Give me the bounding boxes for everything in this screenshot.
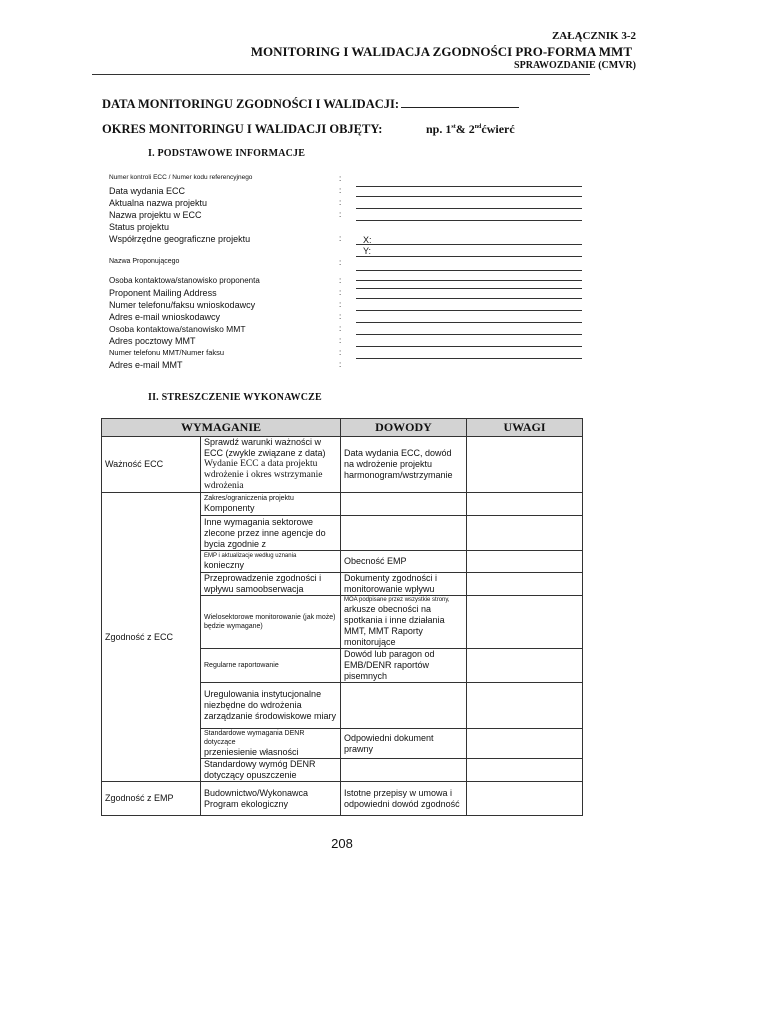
- coordinate-y-label: Y:: [363, 246, 372, 256]
- evidence-text: Obecność EMP: [344, 556, 407, 566]
- evidence-cell: [341, 683, 467, 729]
- info-label: Data wydania ECC: [109, 186, 186, 196]
- info-colon: :: [339, 234, 342, 243]
- requirement-detail: [201, 573, 341, 596]
- evidence-cell: [341, 649, 467, 683]
- requirement-text-continued: Komponenty: [204, 503, 255, 513]
- annex-label: ZAŁĄCZNIK 3-2: [551, 30, 636, 42]
- info-input-line[interactable]: [356, 246, 582, 257]
- monitoring-period-example: np. 1st& 2ndćwierć: [426, 122, 515, 136]
- requirement-detail: [201, 729, 341, 759]
- compliance-table: [101, 418, 583, 816]
- evidence-text: arkusze obecności na spotkania i inne działania MMT, MMT Raporty monitorujące: [344, 604, 445, 647]
- requirement-detail: [201, 493, 341, 516]
- requirement-detail: [201, 683, 341, 729]
- evidence-text: Data wydania ECC, dowód na wdrożenie projektu harmonogram/wstrzymanie: [344, 448, 453, 480]
- info-label: Numer telefonu MMT/Numer faksu: [109, 348, 225, 357]
- info-colon: :: [339, 276, 342, 285]
- table-row: [102, 493, 583, 516]
- remarks-cell[interactable]: [467, 649, 583, 683]
- header-requirement: WYMAGANIE: [102, 419, 341, 437]
- info-label: Adres e-mail MMT: [109, 360, 183, 370]
- requirement-text: Inne wymagania sektorowe zlecone przez inne agencje do bycia zgodnie z: [204, 516, 326, 549]
- info-colon: :: [339, 288, 342, 297]
- evidence-cell: [341, 493, 467, 516]
- coordinate-x-label: X:: [363, 235, 372, 245]
- remarks-cell[interactable]: [467, 516, 583, 551]
- requirement-text: Standardowy wymóg DENR dotyczący opuszczenie: [204, 759, 316, 780]
- info-input-line[interactable]: [356, 186, 582, 197]
- evidence-cell: [341, 596, 467, 649]
- info-colon: :: [339, 210, 342, 219]
- info-label: Osoba kontaktowa/stanowisko proponenta: [109, 276, 260, 285]
- requirement-text-continued: konieczny: [204, 560, 245, 570]
- info-label: Status projektu: [109, 222, 170, 232]
- info-label: Adres e-mail wnioskodawcy: [109, 312, 221, 322]
- remarks-cell[interactable]: [467, 573, 583, 596]
- info-label: Osoba kontaktowa/stanowisko MMT: [109, 324, 246, 334]
- evidence-text-small: MOA podpisane przez wszystkie strony,: [344, 597, 450, 603]
- evidence-text: Istotne przepisy w umowa i odpowiedni dowód zgodność: [344, 787, 460, 809]
- requirement-text: Standardowe wymagania DENR dotyczące: [204, 730, 305, 746]
- section-basic-info-title: I. PODSTAWOWE INFORMACJE: [148, 148, 306, 159]
- info-colon: :: [339, 312, 342, 321]
- info-input-line[interactable]: [356, 348, 582, 359]
- requirement-text: Wielosektorowe monitorowanie (jak może) będzie wymagane): [204, 614, 336, 630]
- info-colon: :: [339, 336, 342, 345]
- requirement-detail: [201, 437, 341, 493]
- info-colon: :: [339, 186, 342, 195]
- requirement-text: Regularne raportowanie: [204, 662, 279, 669]
- info-input-line[interactable]: [356, 312, 582, 323]
- evidence-cell: [341, 573, 467, 596]
- remarks-cell[interactable]: [467, 493, 583, 516]
- info-label: Współrzędne geograficzne projektu: [109, 234, 251, 244]
- table-row: [102, 437, 583, 493]
- table-header-row: [102, 419, 583, 437]
- info-input-line[interactable]: [356, 210, 582, 221]
- info-input-line[interactable]: [356, 288, 582, 299]
- requirement-text: Budownictwo/Wykonawca Program ekologiczny: [204, 787, 308, 809]
- requirement-detail: [201, 759, 341, 782]
- info-input-line[interactable]: [356, 198, 582, 209]
- info-colon: :: [339, 300, 342, 309]
- info-label: Adres pocztowy MMT: [109, 336, 196, 346]
- remarks-cell[interactable]: [467, 596, 583, 649]
- requirement-detail: [201, 516, 341, 551]
- info-colon: :: [339, 258, 342, 267]
- info-label: Nazwa projektu w ECC: [109, 210, 202, 220]
- page-number: 208: [331, 836, 353, 851]
- evidence-cell: [341, 729, 467, 759]
- document-title: MONITORING I WALIDACJA ZGODNOŚCI PRO-FORMA MMT: [250, 44, 632, 59]
- remarks-cell[interactable]: [467, 437, 583, 493]
- remarks-cell[interactable]: [467, 759, 583, 782]
- remarks-cell[interactable]: [467, 729, 583, 759]
- requirement-category: Zgodność z EMP: [102, 782, 201, 816]
- requirement-category: Zgodność z ECC: [102, 493, 201, 782]
- info-input-line[interactable]: [356, 300, 582, 311]
- header-remarks: UWAGI: [467, 419, 583, 437]
- document-subtitle: SPRAWOZDANIE (CMVR): [514, 60, 636, 71]
- header-divider: [92, 74, 590, 75]
- requirement-text: EMP i aktualizacje według uznania: [204, 553, 297, 559]
- evidence-cell: [341, 516, 467, 551]
- evidence-text: Odpowiedni dokument prawny: [344, 732, 434, 754]
- info-label: Nazwa Proponującego: [109, 258, 180, 265]
- monitoring-period-label: OKRES MONITORINGU I WALIDACJI OBJĘTY:: [102, 122, 383, 136]
- monitoring-date-label: DATA MONITORINGU ZGODNOŚCI I WALIDACJI:: [102, 97, 400, 111]
- requirement-detail: [201, 596, 341, 649]
- evidence-cell: [341, 759, 467, 782]
- requirement-text: Uregulowania instytucjonalne niezbędne do wdrożenia zarządzanie środowiskowe miary: [204, 689, 337, 721]
- info-colon: :: [339, 360, 342, 369]
- info-colon: :: [339, 174, 342, 183]
- requirement-text: Zakres/ograniczenia projektu: [204, 495, 294, 502]
- evidence-cell: [341, 551, 467, 573]
- monitoring-date-line: [102, 95, 519, 112]
- info-input-line[interactable]: [356, 234, 582, 245]
- remarks-cell[interactable]: [467, 782, 583, 816]
- requirement-text-continued: Wydanie ECC a data projektu wdrożenie i okres wstrzymanie wdrożenia: [204, 459, 323, 491]
- info-colon: :: [339, 198, 342, 207]
- remarks-cell[interactable]: [467, 683, 583, 729]
- requirement-text: Przeprowadzenie zgodności i wpływu samoobserwacja: [204, 573, 322, 594]
- section-executive-summary-title: II. STRESZCZENIE WYKONAWCZE: [148, 392, 322, 403]
- requirement-text-continued: przeniesienie własności: [204, 747, 299, 757]
- info-input-line[interactable]: [356, 336, 582, 347]
- requirement-detail: [201, 782, 341, 816]
- evidence-text: Dokumenty zgodności i monitorowanie wpływu: [344, 573, 438, 594]
- info-colon: :: [339, 324, 342, 333]
- info-label: Numer telefonu/faksu wnioskodawcy: [109, 300, 256, 310]
- info-input-line[interactable]: [356, 324, 582, 335]
- info-colon: :: [339, 348, 342, 357]
- info-label: Proponent Mailing Address: [109, 288, 217, 298]
- requirement-category: Ważność ECC: [102, 437, 201, 493]
- remarks-cell[interactable]: [467, 551, 583, 573]
- requirement-detail: [201, 551, 341, 573]
- table-row: [102, 782, 583, 816]
- monitoring-date-field[interactable]: [401, 95, 519, 108]
- info-label: Aktualna nazwa projektu: [109, 198, 208, 208]
- requirement-text: Sprawdź warunki ważności w ECC (zwykle związane z data): [204, 437, 326, 458]
- info-label: Numer kontroli ECC / Numer kodu referencyjnego: [109, 174, 253, 181]
- requirement-detail: [201, 649, 341, 683]
- evidence-text: Dowód lub paragon od EMB/DENR raportów pisemnych: [344, 649, 435, 681]
- header-evidence: DOWODY: [341, 419, 467, 437]
- evidence-cell: [341, 782, 467, 816]
- evidence-cell: [341, 437, 467, 493]
